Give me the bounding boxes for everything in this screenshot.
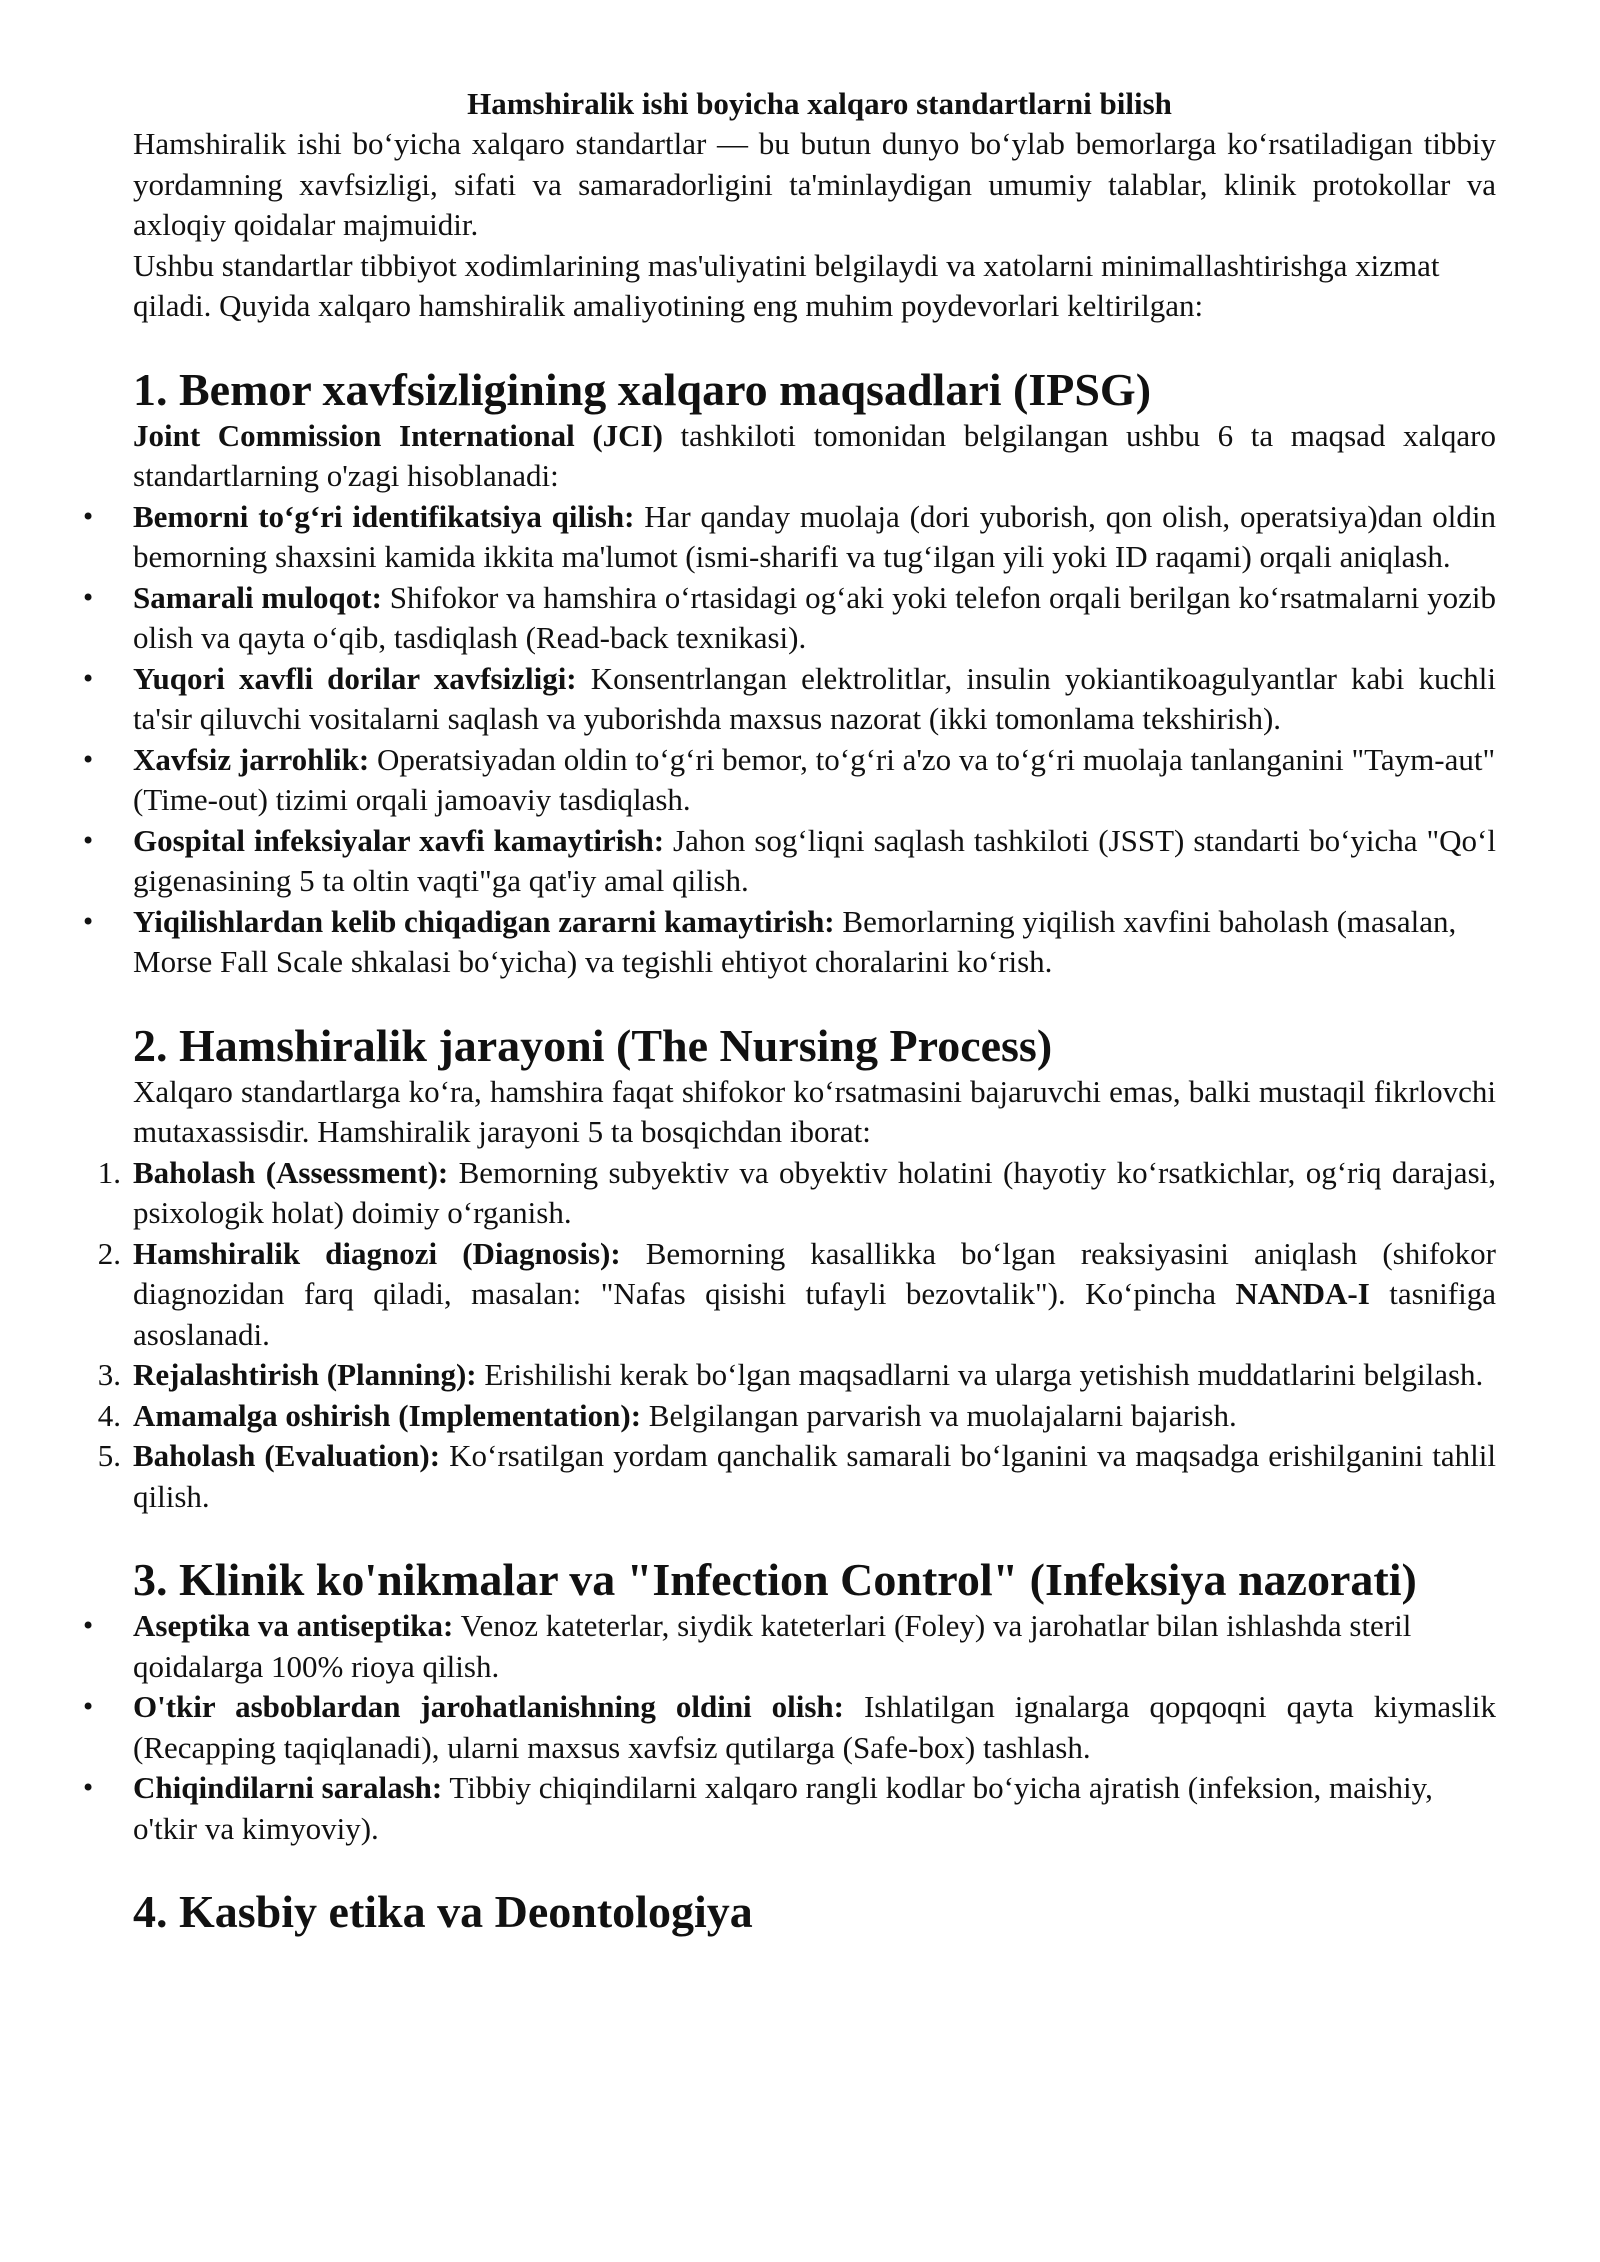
list-item bbox=[133, 821, 1496, 902]
item-bold: Chiqindilarni saralash: bbox=[133, 1770, 443, 1805]
item-bold: Amamalga oshirish (Implementation): bbox=[133, 1397, 642, 1433]
item-text: Belgilangan parvarish va muolajalarni bajarish. bbox=[641, 1397, 1237, 1433]
item-bold: Samarali muloqot: bbox=[133, 579, 382, 615]
item-text: Bemorning subyektiv va obyektiv holatini (hayotiy ko‘rsatkichlar, og‘riq darajasi, psixologik holat) doimiy o‘rganish. bbox=[133, 1154, 1496, 1230]
section-heading: 1. Bemor xavfsizligining xalqaro maqsadlari (IPSG) bbox=[133, 363, 1152, 415]
item-text: Bemorning kasallikka bo‘lgan reaksiyasini aniqlash (shifokor diagnozidan farq qiladi, masalan: "Nafas qisishi tufayli bezovtalik"). Ko‘pincha bbox=[133, 1235, 1496, 1311]
infection-control-list bbox=[133, 1606, 1496, 1849]
list-item bbox=[133, 1606, 1510, 1687]
list-item bbox=[133, 659, 1496, 740]
item-bold: O'tkir asboblardan jarohatlanishning oldini olish: bbox=[133, 1689, 844, 1724]
section-ethics bbox=[133, 1886, 1496, 1938]
section-heading: 3. Klinik ko'nikmalar va "Infection Control" (Infeksiya nazorati) bbox=[133, 1554, 1417, 1605]
document-content bbox=[97, 84, 1497, 1938]
list-item bbox=[133, 497, 1496, 578]
list-item bbox=[133, 578, 1496, 659]
section-ipsg bbox=[133, 364, 1496, 983]
intro-paragraph-1: Hamshiralik ishi bo‘yicha xalqaro standartlar — bu butun dunyo bo‘ylab bemorlarga ko‘rsatiladigan tibbiy yordamning xavfsizligi, sifati va samaradorligini ta'minlaydigan umumiy talablar, klinik protokollar va axloqiy qoidalar majmuidir. bbox=[133, 126, 1496, 242]
item-text: Venoz kateterlar, siydik kateterlari (Foley) va jarohatlar bilan ishlashda steril qoidalarga 100% rioya qilish. bbox=[133, 1608, 1412, 1684]
item-number: 1. bbox=[97, 1154, 121, 1190]
item-text: Bemorlarning yiqilish xavfini baholash (masalan, Morse Fall Scale shkalasi bo‘yicha) va tegishli ehtiyot choralarini ko‘rish. bbox=[133, 903, 1457, 979]
item-bold: Rejalashtirish (Planning): bbox=[133, 1357, 477, 1392]
item-text: Ishlatilgan ignalarga qopqoqni qayta kiymaslik (Recapping taqiqlanadi), ularni maxsus xavfsiz qutilarga (Safe-box) tashlash. bbox=[133, 1689, 1496, 1765]
lead-bold: Joint Commission International (JCI) bbox=[133, 417, 663, 453]
section-nursing-process bbox=[97, 1019, 1496, 1518]
list-item bbox=[97, 1234, 1496, 1356]
list-item bbox=[133, 740, 1510, 821]
list-item bbox=[97, 1355, 1496, 1396]
item-text-2: tasnifiga asoslanadi. bbox=[133, 1276, 1496, 1352]
list-item bbox=[97, 1436, 1496, 1517]
ipsg-list bbox=[133, 497, 1496, 983]
intro-paragraph-2: Ushbu standartlar tibbiyot xodimlarining mas'uliyatini belgilaydi va xatolarni minimallashtirishga xizmat qiladi. Quyida xalqaro hamshiralik amaliyotining eng muhim poydevorlari keltirilgan: bbox=[133, 247, 1440, 323]
item-text: Erishilishi kerak bo‘lgan maqsadlarni va ularga yetishish muddatlarini belgilash. bbox=[476, 1357, 1484, 1392]
item-bold: Bemorni to‘g‘ri identifikatsiya qilish: bbox=[133, 498, 635, 534]
item-bold: Baholash (Evaluation): bbox=[133, 1438, 441, 1473]
list-item bbox=[133, 1768, 1496, 1849]
nursing-process-list bbox=[97, 1153, 1496, 1518]
section-heading: 4. Kasbiy etika va Deontologiya bbox=[133, 1886, 753, 1937]
item-text: Ko‘rsatilgan yordam qanchalik samarali bo‘lganini va maqsadga erishilganini tahlil qilish. bbox=[133, 1438, 1496, 1514]
item-bold: Yuqori xavfli dorilar xavfsizligi: bbox=[133, 660, 577, 696]
item-number: 3. bbox=[97, 1357, 121, 1392]
item-text: Operatsiyadan oldin to‘g‘ri bemor, to‘g‘ri a'zo va to‘g‘ri muolaja tanlanganini "Taym-aut" (Time-out) tizimi orqali jamoaviy tasdiqlash. bbox=[133, 741, 1496, 817]
item-number: 4. bbox=[97, 1397, 121, 1433]
item-text: Shifokor va hamshira o‘rtasidagi og‘aki yoki telefon orqali berilgan ko‘rsatmalarni yozib olish va qayta o‘qib, tasdiqlash (Read-back texnikasi). bbox=[133, 579, 1496, 655]
item-number: 5. bbox=[97, 1438, 121, 1473]
document-title: Hamshiralik ishi boyicha xalqaro standartlarni bilish bbox=[467, 86, 1172, 121]
item-text: Har qanday muolaja (dori yuborish, qon olish, operatsiya)dan oldin bemorning shaxsini kamida ikkita ma'lumot (ismi-sharifi va tug‘ilgan yili yoki ID raqami) orqali aniqlash. bbox=[133, 498, 1497, 574]
item-number: 2. bbox=[97, 1235, 121, 1271]
list-item bbox=[97, 1396, 1496, 1437]
item-bold: Aseptika va antiseptika: bbox=[133, 1608, 454, 1643]
item-bold: Baholash (Assessment): bbox=[133, 1154, 449, 1190]
item-bold-2: NANDA-I bbox=[1235, 1276, 1370, 1311]
section-lead bbox=[133, 416, 1496, 497]
item-text: Jahon sog‘liqni saqlash tashkiloti (JSST) standarti bo‘yicha "Qo‘l gigenasining 5 ta oltin vaqti"ga qat'iy amal qilish. bbox=[133, 822, 1496, 898]
lead-text: tashkiloti tomonidan belgilangan ushbu 6 ta maqsad xalqaro standartlarning o'zagi hisoblanadi: bbox=[133, 417, 1496, 493]
item-bold: Yiqilishlardan kelib chiqadigan zararni kamaytirish: bbox=[133, 903, 835, 939]
item-bold: Gospital infeksiyalar xavfi kamaytirish: bbox=[133, 822, 665, 858]
section-infection-control bbox=[133, 1554, 1496, 1849]
item-bold: Hamshiralik diagnozi (Diagnosis): bbox=[133, 1235, 621, 1271]
item-text: Tibbiy chiqindilarni xalqaro rangli kodlar bo‘yicha ajratish (infeksion, maishiy, o'tkir va kimyoviy). bbox=[133, 1770, 1433, 1846]
section-lead: Xalqaro standartlarga ko‘ra, hamshira faqat shifokor ko‘rsatmasini bajaruvchi emas, balki mustaqil fikrlovchi mutaxassisdir. Hamshiralik jarayoni 5 ta bosqichdan iborat: bbox=[133, 1073, 1496, 1149]
item-bold: Xavfsiz jarrohlik: bbox=[133, 741, 370, 777]
list-item bbox=[133, 1687, 1496, 1768]
list-item bbox=[97, 1153, 1496, 1234]
list-item bbox=[133, 902, 1496, 983]
section-heading: 2. Hamshiralik jarayoni (The Nursing Process) bbox=[133, 1019, 1053, 1071]
item-text: Konsentrlangan elektrolitlar, insulin yokiantikoagulyantlar kabi kuchli ta'sir qiluvchi vositalarni saqlash va yuborishda maxsus nazorat (ikki tomonlama tekshirish). bbox=[133, 660, 1497, 736]
